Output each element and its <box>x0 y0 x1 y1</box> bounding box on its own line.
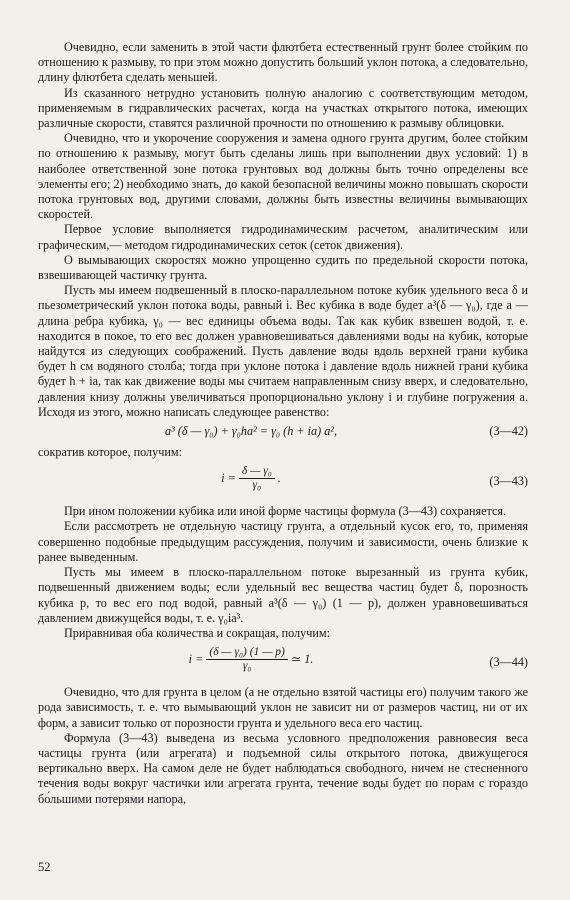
formula-lhs: i = <box>221 471 236 486</box>
fraction <box>206 646 288 673</box>
formula-3-43 <box>38 465 528 499</box>
formula-expression: a³ (δ — γ₀) + γ₀ha² = γ₀ (h + ia) a², <box>165 424 337 439</box>
formula-expression <box>38 465 464 492</box>
formula-tail: . <box>277 471 281 486</box>
paragraph: О вымывающих скоростях можно упрощенно судить по предельной скорости потока, взвешивающей частичку грунта. <box>38 252 528 283</box>
formula-number: (3—42) <box>489 424 528 439</box>
formula-3-44 <box>38 646 528 680</box>
formula-tail: ≃ 1. <box>290 652 314 666</box>
fraction-denominator: γ₀ <box>252 479 262 492</box>
paragraph: Очевидно, что и укорочение сооружения и замена одного грунта другим, более стойким по отношению к размыву, могут быть сделаны лишь при выполнении двух условий: 1) в наиболее ответственной зоне потока грунтовых вод должны быть точно определены все элементы его; 2) необходимо знать, до какой безопасной величины можно повышать скорости потока грунтовых вод, другими словами, должны быть известны величины вымывающих скоростей. <box>38 131 528 222</box>
formula-number: (3—43) <box>489 474 528 489</box>
page-number: 52 <box>38 860 51 874</box>
formula-lhs: i = <box>188 652 204 666</box>
fraction <box>239 465 275 492</box>
formula-number: (3—44) <box>489 655 528 670</box>
paragraph: Пусть мы имеем в плоско-параллельном потоке вырезанный из грунта кубик, подвешенный движением воды; если удельный вес вещества частиц будет δ, порозность кубика p, то вес его под водой, равный a³(δ — γ₀) (1 — p), должен уравновешиваться давлением движущейся воды, т. е. γ₀ia³. <box>38 565 528 625</box>
paragraph: Из сказанного нетрудно установить полную аналогию с соответствующим методом, применяемым в гидравлических расчетах, когда на участках открытого потока, имеющих различные скорости, ставятся различной прочности по отношению к размыву облицовки. <box>38 85 528 131</box>
fraction-numerator: δ — γ₀ <box>239 465 275 479</box>
formula-expression <box>38 646 464 673</box>
fraction-numerator: (δ — γ₀) (1 — p) <box>206 646 288 660</box>
paragraph: Если рассмотреть не отдельную частицу грунта, а отдельный кусок его, то, применяя совершенно подобные предыдущим рассуждения, получим и зависимости, очень близкие к ранее выведенным. <box>38 519 528 564</box>
paragraph: Пусть мы имеем подвешенный в плоско-параллельном потоке кубик удельного веса δ и пьезометрический уклон потока воды, равный i. Вес кубика в воде будет a³(δ — γ₀), где a — длина ребра кубика, γ₀ — вес единицы объема воды. Так как кубик взвешен водой, т. е. находится в покое, то его вес должен уравновешиваться давлениями воды на кубик, которые найдутся из следующих соображений. Пусть давление воды вдоль верхней грани кубика будет h см водяного столба; тогда при уклоне потока i давление вдоль нижней грани кубика будет h + ia, так как движение воды мы считаем направленным снизу вверх, и следовательно, давления книзу должны увеличиваться пропорционально уклону i и глубине погружения a. Исходя из этого, можно написать следующее равенство: <box>38 283 528 419</box>
paragraph: Приравнивая оба количества и сокращая, получим: <box>64 625 330 640</box>
paragraph: Первое условие выполняется гидродинамическим расчетом, аналитическим или графическим,— методом гидродинамических сеток (сеток движения). <box>38 222 528 252</box>
paragraph: сократив которое, получим: <box>38 445 182 460</box>
paragraph: Очевидно, если заменить в этой части флютбета естественный грунт более стойким по отношению к размыву, то при этом можно допустить больший уклон потока, а следовательно, длину флютбета сделать меньшей. <box>38 40 528 85</box>
formula-3-42 <box>38 424 528 442</box>
fraction-denominator: γ₀ <box>242 660 252 673</box>
paragraph: При ином положении кубика или иной форме частицы формула (3—43) сохраняется. <box>64 504 507 519</box>
paragraph: Формула (3—43) выведена из весьма условного предположения равновесия веса частицы грунта (или агрегата) и подъемной силы открытого потока, движущегося вертикально вверх. На самом деле не будет наблюдаться свободного, ничем не стесненного течения воды вокруг частички или агрегата грунта, течение воды будет по порам с гораздо бо́льшими потерями напора, <box>38 730 528 806</box>
paragraph: Очевидно, что для грунта в целом (а не отдельно взятой частицы его) получим такого же рода зависимость, т. е. что вымывающий уклон не зависит ни от размеров частиц, ни от их форм, а зависит только от порозности грунта и удельного веса его частиц. <box>38 685 528 730</box>
